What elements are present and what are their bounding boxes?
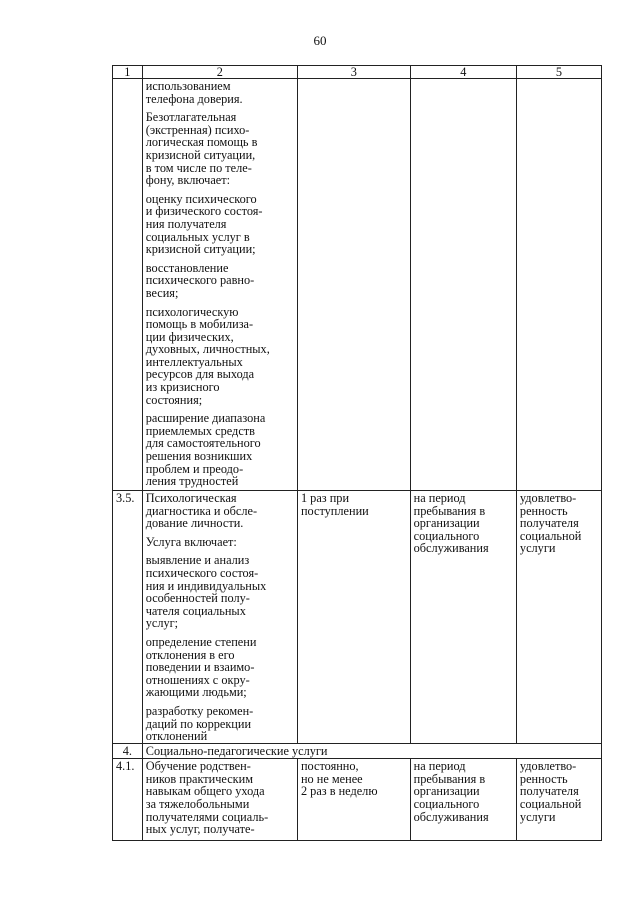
description-paragraph: выявление и анализ психического состоя- ния и индивидуальных особенностей полу- чателя социальных услуг; <box>145 553 267 631</box>
cell-service-description <box>142 79 297 491</box>
cell-frequency <box>297 79 410 491</box>
column-header-4: 4 <box>410 66 516 79</box>
section-row-4 <box>113 743 602 759</box>
cell-period: на период пребывания в организации социального обслуживания <box>410 759 516 841</box>
description-paragraph: восстановление психического равно- весия; <box>145 260 255 300</box>
column-header-1: 1 <box>113 66 143 79</box>
section-number: 4. <box>113 743 143 759</box>
description-paragraph: оценку психического и физического состоя- ния получателя социальных услуг в кризисной ситуации; <box>145 191 263 257</box>
description-paragraph: психологическую помощь в мобилиза- ции физических, духовных, личностных, интеллектуальных ресурсов для выхода из кризисного состояния; <box>145 304 270 407</box>
cell-num <box>113 79 143 491</box>
cell-period <box>410 79 516 491</box>
table-row-4-1 <box>113 759 602 841</box>
cell-quality: удовлетво- ренность получателя социальной услуги <box>516 491 601 744</box>
page-number: 60 <box>313 33 327 48</box>
description-paragraph: Безотлагательная (экстренная) психо- логическая помощь в кризисной ситуации, в том числе по теле- фону, включает: <box>145 110 258 188</box>
cell-quality <box>516 79 601 491</box>
description-paragraph: расширение диапазона приемлемых средств для самостоятельного решения возникших проблем и преодо- ления трудностей <box>145 411 266 489</box>
row-number: 4.1. <box>113 759 143 841</box>
table-row-continued <box>113 79 602 491</box>
column-header-3: 3 <box>297 66 410 79</box>
section-title: Социально-педагогические услуги <box>142 743 601 759</box>
row-number: 3.5. <box>113 491 143 744</box>
column-number-header <box>113 66 602 79</box>
cell-period: на период пребывания в организации социального обслуживания <box>410 491 516 744</box>
description-paragraph: использованием телефона доверия. <box>145 79 243 106</box>
cell-quality: удовлетво- ренность получателя социальной услуги <box>516 759 601 841</box>
services-table <box>112 65 602 841</box>
description-paragraph: Услуга включает: <box>145 534 237 549</box>
cell-frequency: 1 раз при поступлении <box>297 491 410 744</box>
description-paragraph: определение степени отклонения в его поведении и взаимо- отношениях с окру- жающими людьми; <box>145 634 257 700</box>
description-paragraph: разработку рекомен- даций по коррекции отклонений <box>145 703 254 744</box>
cell-service-description <box>142 491 297 744</box>
column-header-2: 2 <box>142 66 297 79</box>
cell-frequency: постоянно, но не менее 2 раз в неделю <box>297 759 410 841</box>
table-row-3-5 <box>113 491 602 744</box>
description-paragraph: Психологическая диагностика и обсле- дование личности. <box>145 491 258 531</box>
cell-service-description: Обучение родствен- ников практическим навыкам общего ухода за тяжелобольными получателями социаль- ных услуг, получате- <box>142 759 297 841</box>
column-header-5: 5 <box>516 66 601 79</box>
